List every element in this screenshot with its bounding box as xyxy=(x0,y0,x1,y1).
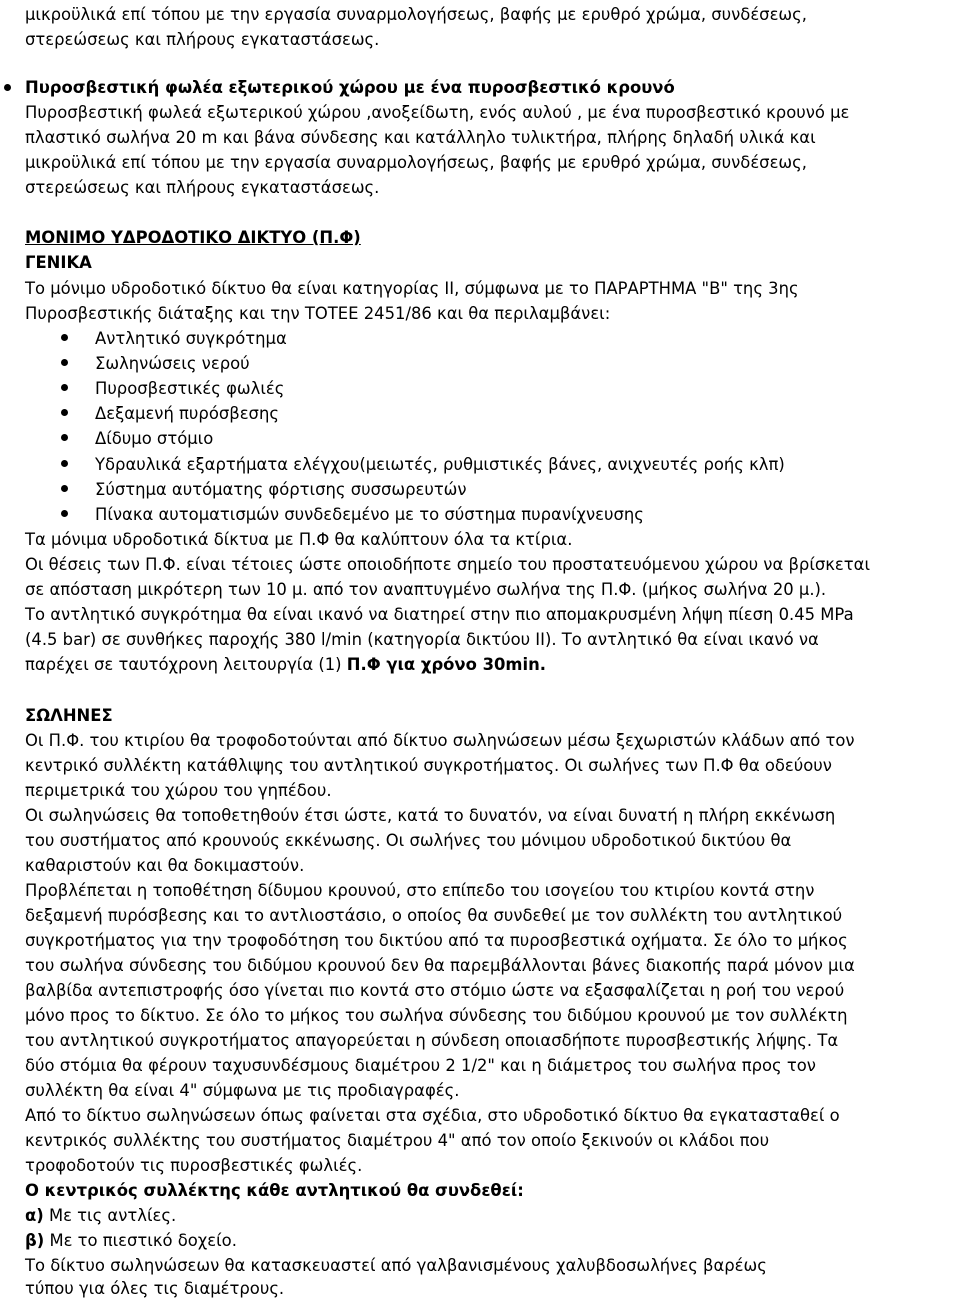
cabinet-line-4: στερεώσεως και πλήρους εγκαταστάσεως. xyxy=(25,178,380,197)
pipes-line: δύο στόμια θα φέρουν ταχυσυνδέσμους διαμέτρου 2 1/2" και η διάμετρος του σωλήνα προς τον xyxy=(25,1056,816,1075)
pipes-line: περιμετρικά του χώρου του γηπέδου. xyxy=(25,781,332,800)
pipes-line: κεντρικός συλλέκτης του συστήματος διαμέτρου 4" από τον οποίο ξεκινούν οι κλάδοι που xyxy=(25,1131,770,1150)
pipes-line: τροφοδοτούν τις πυροσβεστικές φωλιές. xyxy=(25,1156,363,1175)
pipes-line: Οι σωληνώσεις θα τοποθετηθούν έτσι ώστε, κατά το δυνατόν, να είναι δυνατή η πλήρη εκκένωση xyxy=(25,806,836,825)
pipes-line: του αντλητικού συγκροτήματος απαγορεύεται η σύνδεση οποιασδήποτε πυροσβεστικής λήψης. Τα xyxy=(25,1031,839,1050)
item-b-label: β) xyxy=(25,1231,45,1250)
pipes-title: ΣΩΛΗΝΕΣ xyxy=(25,706,113,725)
pipes-line: Οι Π.Φ. του κτιρίου θα τροφοδοτούνται από δίκτυο σωληνώσεων μέσω ξεχωριστών κλάδων από τον xyxy=(25,731,855,750)
network-title: ΜΟΝΙΜΟ ΥΔΡΟΔΟΤΙΚΟ ΔΙΚΤΥΟ (Π.Φ) xyxy=(25,228,361,247)
cabinet-line-1: Πυροσβεστική φωλεά εξωτερικού χώρου ,ανοξείδωτη, ενός αυλού , με ένα πυροσβεστικό κρουνό με xyxy=(25,103,850,122)
pump-line-2: (4.5 bar) σε συνθήκες παροχής 380 l/min (κατηγορία δικτύου ΙΙ). Το αντλητικό θα είναι ικανό να xyxy=(25,630,819,649)
bullet-icon xyxy=(61,384,68,391)
list-item: Αντλητικό συγκρότημα xyxy=(95,329,287,348)
pump-line-3-text: παρέχει σε ταυτόχρονη λειτουργία (1) xyxy=(25,655,347,674)
pipes-line: συλλέκτη θα είναι 4" σύμφωνα με τις προδιαγραφές. xyxy=(25,1081,460,1100)
intro-line-2: στερεώσεως και πλήρους εγκαταστάσεως. xyxy=(25,30,380,49)
pump-line-3 xyxy=(25,652,546,677)
list-item: Δεξαμενή πυρόσβεσης xyxy=(95,404,279,423)
item-b-text: Με το πιεστικό δοχείο. xyxy=(44,1231,237,1250)
bullet-icon xyxy=(61,334,68,341)
list-item: Δίδυμο στόμιο xyxy=(95,429,214,448)
pipes-line: βαλβίδα αντεπιστροφής όσο γίνεται πιο κοντά στο στόμιο ώστε να εξασφαλίζεται η ροή του νερού xyxy=(25,981,845,1000)
final-line-2: τύπου για όλες τις διαμέτρους. xyxy=(25,1279,285,1298)
collector-item-a xyxy=(25,1203,176,1228)
list-item: Σύστημα αυτόματης φόρτισης συσσωρευτών xyxy=(95,480,467,499)
bullet-icon xyxy=(61,409,68,416)
list-item: Πίνακα αυτοματισμών συνδεδεμένο με το σύστημα πυρανίχνευσης xyxy=(95,505,644,524)
network-para-line-1: Το μόνιμο υδροδοτικό δίκτυο θα είναι κατηγορίας ΙΙ, σύμφωνα με το ΠΑΡΑΡΤΗΜΑ "Β" της 3ης xyxy=(25,279,799,298)
pipes-line: του συστήματος από κρουνούς εκκένωσης. Οι σωλήνες του μόνιμου υδροδοτικού δικτύου θα xyxy=(25,831,792,850)
bullet-icon xyxy=(4,84,11,91)
intro-line-1: μικροϋλικά επί τόπου με την εργασία συναρμολογήσεως, βαφής με ερυθρό χρώμα, συνδέσεως, xyxy=(25,5,807,24)
bullet-icon xyxy=(61,460,68,467)
bullet-icon xyxy=(61,485,68,492)
pump-duration-emphasis: Π.Φ για χρόνο 30min. xyxy=(346,655,546,674)
bullet-icon xyxy=(61,510,68,517)
cabinet-line-2: πλαστικό σωλήνα 20 m και βάνα σύνδεσης και κατάλληλο τυλικτήρα, πλήρης δηλαδή υλικά και xyxy=(25,128,816,147)
list-item: Υδραυλικά εξαρτήματα ελέγχου(μειωτές, ρυθμιστικές βάνες, ανιχνευτές ροής κλπ) xyxy=(95,455,785,474)
positions-line-1: Οι θέσεις των Π.Φ. είναι τέτοιες ώστε οποιοδήποτε σημείο του προστατευόμενου χώρου να βρίσκεται xyxy=(25,555,870,574)
collector-item-b xyxy=(25,1228,237,1253)
item-a-label: α) xyxy=(25,1206,44,1225)
pipes-line: Από το δίκτυο σωληνώσεων όπως φαίνεται στα σχέδια, στο υδροδοτικό δίκτυο θα εγκατασταθεί ο xyxy=(25,1106,840,1125)
positions-line-2: σε απόσταση μικρότερη των 10 μ. από τον αναπτυγμένο σωλήνα της Π.Φ. (μήκος σωλήνα 20 μ.). xyxy=(25,580,827,599)
pipes-line: μόνο προς το δίκτυο. Σε όλο το μήκος του σωλήνα σύνδεσης του διδύμου κρουνού με τον συλλέκτη xyxy=(25,1006,848,1025)
bullet-icon xyxy=(61,359,68,366)
collector-heading: Ο κεντρικός συλλέκτης κάθε αντλητικού θα συνδεθεί: xyxy=(25,1181,524,1200)
bullet-icon xyxy=(61,434,68,441)
network-para-line-2: Πυροσβεστικής διάταξης και την ΤΟΤΕΕ 2451/86 και θα περιλαμβάνει: xyxy=(25,304,611,323)
pipes-line: κεντρικό συλλέκτη κατάθλιψης του αντλητικού συγκροτήματος. Οι σωλήνες των Π.Φ θα οδεύουν xyxy=(25,756,832,775)
list-item: Σωληνώσεις νερού xyxy=(95,354,250,373)
general-heading: ΓΕΝΙΚΑ xyxy=(25,253,92,272)
list-item: Πυροσβεστικές φωλιές xyxy=(95,379,285,398)
pump-line-1: Το αντλητικό συγκρότημα θα είναι ικανό να διατηρεί στην πιο απομακρυσμένη λήψη πίεση 0.45 MPa xyxy=(25,605,854,624)
pipes-line: συγκροτήματος για την τροφοδότηση του δικτύου από τα πυροσβεστικά οχήματα. Σε όλο το μήκος xyxy=(25,931,848,950)
item-a-text: Με τις αντλίες. xyxy=(43,1206,177,1225)
pipes-line: δεξαμενή πυρόσβεσης και το αντλιοστάσιο, ο οποίος θα συνδεθεί με τον συλλέκτη του αντλητικού xyxy=(25,906,843,925)
pipes-line: του σωλήνα σύνδεσης του διδύμου κρουνού δεν θα παρεμβάλλονται βάνες διακοπής παρά μόνον μια xyxy=(25,956,855,975)
final-line-1: Το δίκτυο σωληνώσεων θα κατασκευαστεί από γαλβανισμένους χαλυβδοσωλήνες βαρέως xyxy=(25,1256,767,1275)
pipes-line: Προβλέπεται η τοποθέτηση δίδυμου κρουνού, στο επίπεδο του ισογείου του κτιρίου κοντά στην xyxy=(25,881,815,900)
pipes-line: καθαριστούν και θα δοκιμαστούν. xyxy=(25,856,305,875)
cabinet-line-3: μικροϋλικά επί τόπου με την εργασία συναρμολογήσεως, βαφής με ερυθρό χρώμα, συνδέσεως, xyxy=(25,153,807,172)
cabinet-heading: Πυροσβεστική φωλέα εξωτερικού χώρου με ένα πυροσβεστικό κρουνό xyxy=(25,78,675,97)
coverage-line: Τα μόνιμα υδροδοτικά δίκτυα με Π.Φ θα καλύπτουν όλα τα κτίρια. xyxy=(25,530,573,549)
